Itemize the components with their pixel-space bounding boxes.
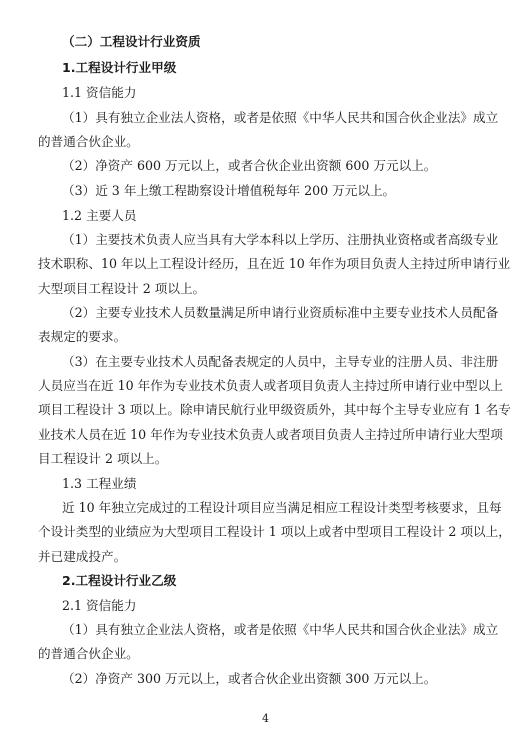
paragraph-line: 近 10 年独立完成过的工程设计项目应当满足相应工程设计类型考核要求，且每	[62, 500, 502, 515]
paragraph-line: 技术职称、10 年以上工程设计经历，且在近 10 年作为项目负责人主持过所申请行业	[38, 256, 511, 271]
paragraph-line: 大型项目工程设计 2 项以上。	[38, 281, 206, 296]
paragraph-line: （2）净资产 600 万元以上，或者合伙企业出资额 600 万元以上。	[62, 158, 437, 173]
section-heading: （二）工程设计行业资质	[62, 34, 201, 49]
clause-title-2-1: 2.1 资信能力	[62, 598, 137, 613]
paragraph-line: 人员应当在近 10 年作为专业技术负责人或者项目负责人主持过所申请行业中型以上	[38, 378, 503, 393]
paragraph-line: （1）具有独立企业法人资格，或者是依照《中华人民共和国合伙企业法》成立	[62, 110, 499, 125]
paragraph-line: 个设计类型的业绩应为大型项目工程设计 1 项以上或者中型项目工程设计 2 项以上，	[38, 524, 511, 539]
subsection-title-2: 2.工程设计行业乙级	[62, 573, 177, 588]
paragraph-line: （3）在主要专业技术人员配备表规定的人员中，主导专业的注册人员、非注册	[62, 354, 499, 369]
subsection-title-1: 1.工程设计行业甲级	[62, 60, 177, 75]
clause-title-1-2: 1.2 主要人员	[62, 208, 137, 223]
paragraph-line: 的普通合伙企业。	[38, 134, 139, 149]
paragraph-line: 业技术人员在近 10 年作为专业技术负责人或者项目负责人主持过所申请行业大型项	[38, 427, 503, 442]
paragraph-line: （2）净资产 300 万元以上，或者合伙企业出资额 300 万元以上。	[62, 671, 437, 686]
page-number: 4	[262, 712, 269, 725]
paragraph-line: 项目工程设计 3 项以上。除申请民航行业甲级资质外，其中每个主导专业应有 1 名专	[38, 402, 511, 417]
paragraph-line: 表规定的要求。	[38, 329, 127, 344]
paragraph-line: 并已建成投产。	[38, 549, 127, 564]
paragraph-line: （3）近 3 年上缴工程勘察设计增值税每年 200 万元以上。	[62, 183, 396, 198]
clause-title-1-1: 1.1 资信能力	[62, 85, 137, 100]
paragraph-line: 的普通合伙企业。	[38, 646, 139, 661]
paragraph-line: （2）主要专业技术人员数量满足所申请行业资质标准中主要专业技术人员配备	[62, 305, 499, 320]
paragraph-line: （1）主要技术负责人应当具有大学本科以上学历、注册执业资格或者高级专业	[62, 232, 499, 247]
clause-title-1-3: 1.3 工程业绩	[62, 476, 137, 491]
paragraph-line: （1）具有独立企业法人资格，或者是依照《中华人民共和国合伙企业法》成立	[62, 622, 499, 637]
paragraph-line: 目工程设计 2 项以上。	[38, 451, 168, 466]
